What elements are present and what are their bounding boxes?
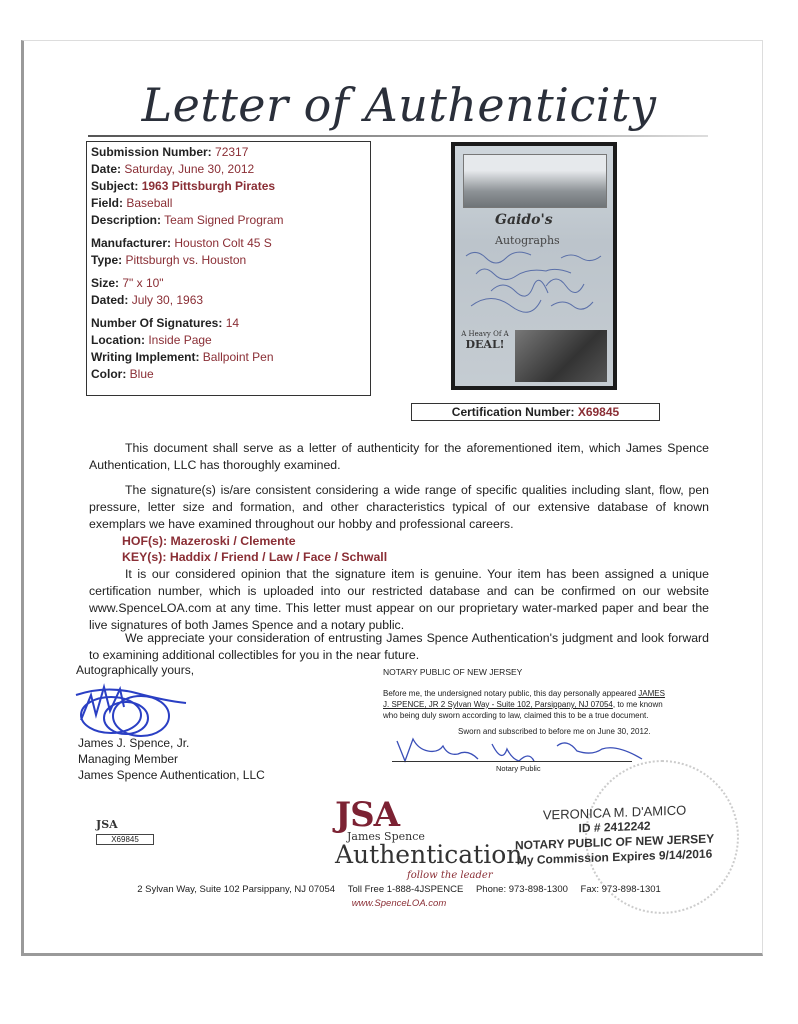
info-date: Date: Saturday, June 30, 2012	[91, 162, 255, 176]
program-logo: Gaido's	[495, 212, 553, 228]
info-type: Type: Pittsburgh vs. Houston	[91, 253, 247, 267]
spence-signature	[66, 680, 196, 740]
notary-label: Notary Public	[496, 764, 541, 773]
signer-name: James J. Spence, Jr.	[78, 736, 190, 750]
jsa-logo: JSA James Spence Authentication follow the leader	[335, 795, 523, 881]
info-dated: Dated: July 30, 1963	[91, 293, 204, 307]
footer-address: 2 Sylvan Way, Suite 102 Parsippany, NJ 07054	[137, 884, 336, 895]
key-list: KEY(s): Haddix / Friend / Law / Face / Schwall	[122, 550, 388, 564]
paragraph-consistency: The signature(s) is/are consistent considering a wide range of specific qualities including slant, flow, pen pressure, letter size and formation, and other characteristics typical of our extensive database of known exemplars we have examined throughout our hobby and professional careers.	[89, 483, 709, 531]
paragraph-opinion: It is our considered opinion that the signature item is genuine. Your item has been assigned a unique certification number, which is uploaded into our restricted database and can be confirmed on our website www.SpenceLOA.com at any time. This letter must appear on our proprietary water-marked paper and bear the live signatures of both James Spence and a notary public.	[89, 567, 709, 632]
info-location: Location: Inside Page	[91, 333, 212, 347]
item-info-box	[86, 141, 371, 396]
closing-salutation: Autographically yours,	[76, 663, 195, 677]
info-writing-implement: Writing Implement: Ballpoint Pen	[91, 350, 274, 364]
footer-contact	[0, 884, 798, 895]
restaurant-image	[463, 154, 607, 208]
info-submission-number: Submission Number: 72317	[91, 145, 249, 159]
jsa-hologram-sticker: JSA X69845	[96, 815, 154, 845]
info-subject: Subject: 1963 Pittsburgh Pirates	[91, 179, 276, 193]
title-divider	[88, 135, 708, 137]
signer-company: James Spence Authentication, LLC	[78, 768, 265, 782]
info-field: Field: Baseball	[91, 196, 173, 210]
footer-fax: Fax: 973-898-1301	[580, 884, 661, 895]
info-size: Size: 7" x 10"	[91, 276, 164, 290]
hof-list: HOF(s): Mazeroski / Clemente	[122, 534, 296, 548]
certification-number-box: Certification Number: X69845	[411, 403, 660, 421]
info-description: Description: Team Signed Program	[91, 213, 284, 227]
notary-signature-line	[392, 761, 632, 762]
footer-website-link[interactable]: www.SpenceLOA.com	[351, 898, 447, 909]
signer-role: Managing Member	[78, 752, 179, 766]
autograph-signatures	[461, 246, 611, 326]
document-title: Letter of Authenticity	[141, 78, 657, 132]
info-color: Color: Blue	[91, 367, 154, 381]
signer-info	[78, 735, 265, 783]
footer-tollfree: Toll Free 1-888-4JSPENCE	[347, 884, 464, 895]
notary-stamp: VERONICA M. D'AMICO ID # 2412242 NOTARY PUBLIC OF NEW JERSEY My Commission Expires 9/14/2016	[515, 802, 715, 868]
paragraph-closing: We appreciate your consideration of entrusting James Spence Authentication's judgment and look forward to examining additional collectibles for you in the near future.	[89, 631, 709, 662]
program-autographs-heading: Autographs	[495, 234, 560, 247]
item-photo	[451, 142, 617, 390]
info-num-signatures: Number Of Signatures: 14	[91, 316, 240, 330]
notary-statement: Before me, the undersigned notary public, this day personally appeared JAMES J. SPENCE, JR 2 Sylvan Way - Suite 102, Parsippany, NJ 07054, to me known who being duly sworn according to law, claimed this to be a true document.	[383, 689, 665, 720]
program-ad: A Heavy Of A DEAL!	[461, 330, 509, 351]
program-car-photo	[515, 330, 607, 382]
notary-sworn-date: Sworn and subscribed to before me on June 30, 2012.	[458, 727, 651, 736]
info-manufacturer: Manufacturer: Houston Colt 45 S	[91, 236, 272, 250]
footer-phone: Phone: 973-898-1300	[475, 884, 568, 895]
paragraph-intro: This document shall serve as a letter of authenticity for the aforementioned item, which James Spence Authentication, LLC has thoroughly examined.	[89, 441, 709, 472]
notary-heading: NOTARY PUBLIC OF NEW JERSEY	[383, 667, 523, 677]
hologram-number: X69845	[96, 834, 154, 845]
